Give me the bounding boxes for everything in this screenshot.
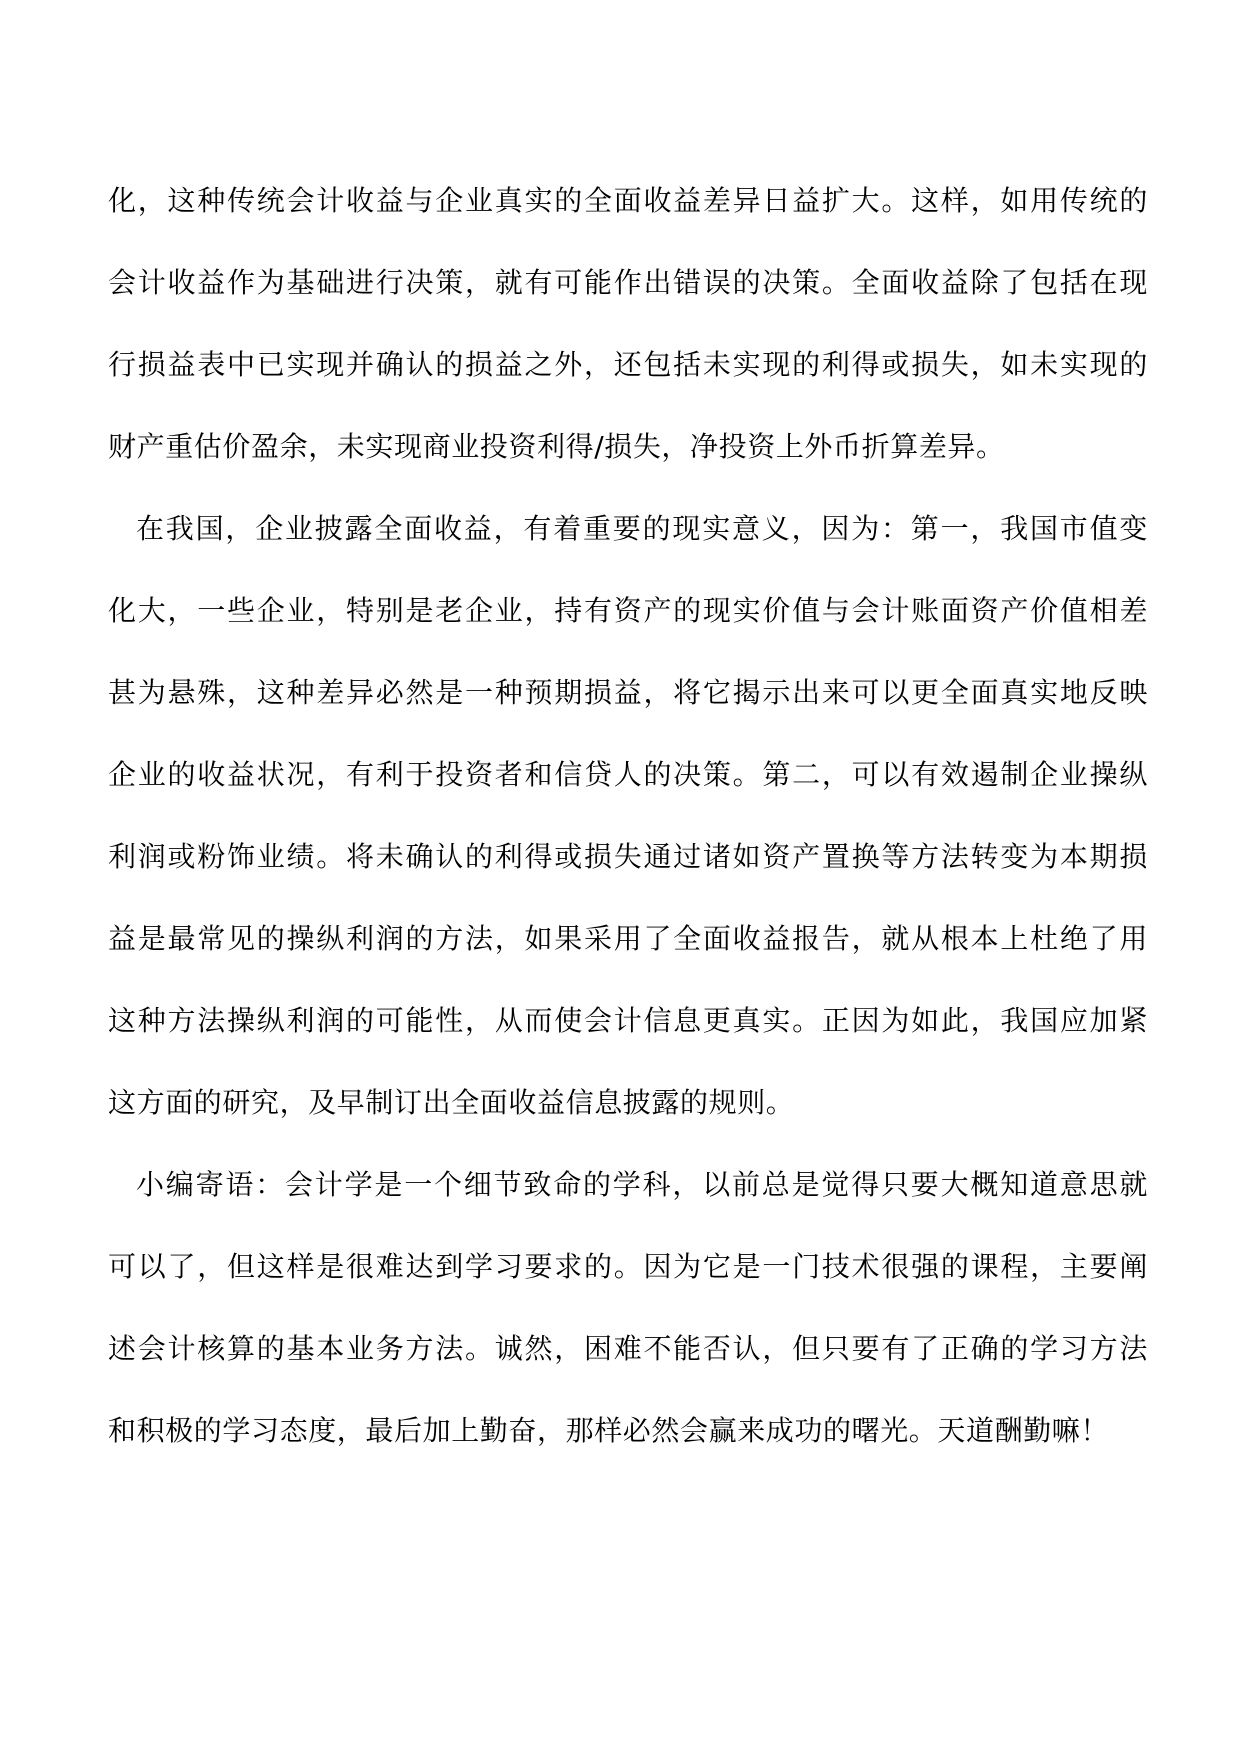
text-line: 化，这种传统会计收益与企业真实的全面收益差异日益扩大。这样，如用传统的 — [108, 184, 1148, 217]
text-line: 在我国，企业披露全面收益，有着重要的现实意义，因为：第一，我国市值变 — [136, 512, 1148, 545]
paragraph-comprehensive-income-definition — [108, 160, 1148, 488]
paragraph-editor-note — [108, 1144, 1148, 1472]
text-line: 小编寄语：会计学是一个细节致命的学科，以前总是觉得只要大概知道意思就 — [136, 1168, 1148, 1201]
text-line: 甚为悬殊，这种差异必然是一种预期损益，将它揭示出来可以更全面真实地反映 — [108, 676, 1148, 709]
text-line: 利润或粉饰业绩。将未确认的利得或损失通过诸如资产置换等方法转变为本期损 — [108, 840, 1148, 873]
text-line: 行损益表中已实现并确认的损益之外，还包括未实现的利得或损失，如未实现的 — [108, 348, 1148, 381]
text-line: 会计收益作为基础进行决策，就有可能作出错误的决策。全面收益除了包括在现 — [108, 266, 1148, 299]
text-line: 企业的收益状况，有利于投资者和信贷人的决策。第二，可以有效遏制企业操纵 — [108, 758, 1148, 791]
text-line: 这种方法操纵利润的可能性，从而使会计信息更真实。正因为如此，我国应加紧 — [108, 1004, 1148, 1037]
text-line: 益是最常见的操纵利润的方法，如果采用了全面收益报告，就从根本上杜绝了用 — [108, 922, 1148, 955]
paragraph-significance-in-china — [108, 488, 1148, 1144]
text-line: 化大，一些企业，特别是老企业，持有资产的现实价值与会计账面资产价值相差 — [108, 594, 1148, 627]
text-line: 财产重估价盈余，未实现商业投资利得/损失，净投资上外币折算差异。 — [108, 430, 1005, 463]
text-line: 这方面的研究，及早制订出全面收益信息披露的规则。 — [108, 1086, 795, 1119]
text-line: 可以了，但这样是很难达到学习要求的。因为它是一门技术很强的课程，主要阐 — [108, 1250, 1148, 1283]
text-line: 述会计核算的基本业务方法。诚然，困难不能否认，但只要有了正确的学习方法 — [108, 1332, 1148, 1365]
text-line: 和积极的学习态度，最后加上勤奋，那样必然会赢来成功的曙光。天道酬勤嘛！ — [108, 1414, 1110, 1447]
document-body — [108, 160, 1148, 1472]
